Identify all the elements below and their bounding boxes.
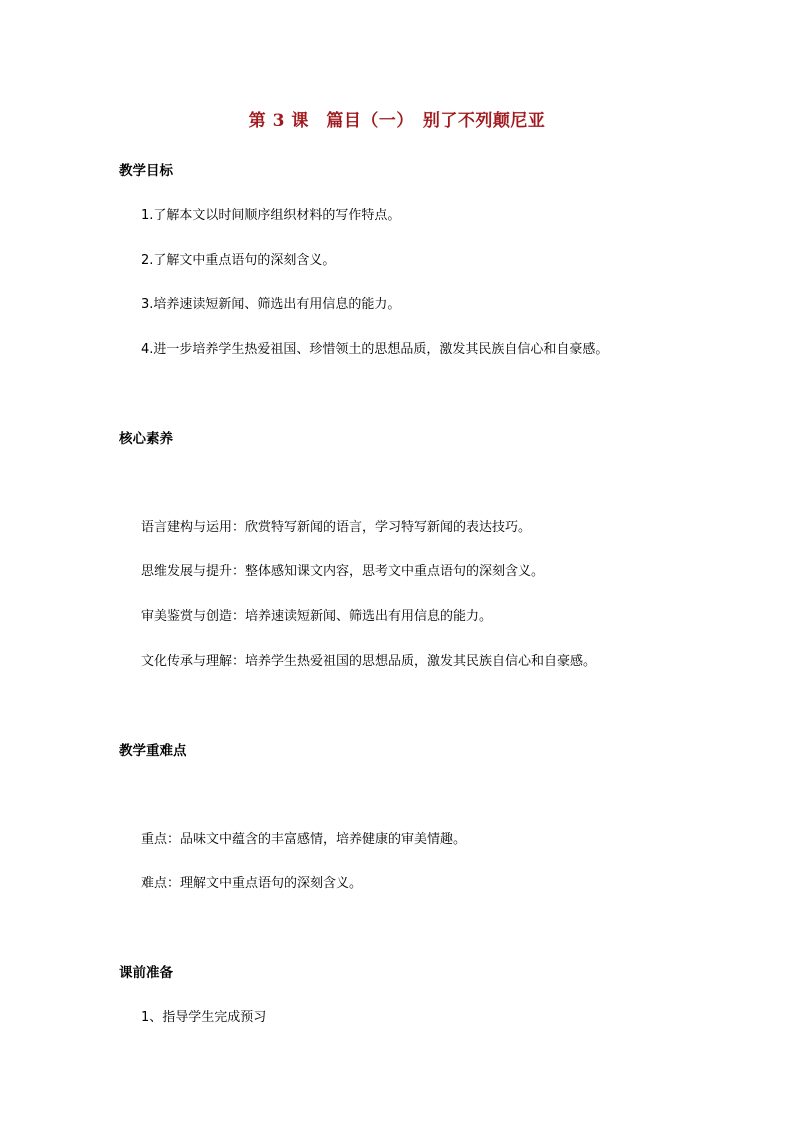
section-heading-preparation: 课前准备 xyxy=(119,965,173,981)
objective-item: 2.了解文中重点语句的深刻含义。 xyxy=(141,253,336,268)
core-literacy-item: 语言建构与运用：欣赏特写新闻的语言，学习特写新闻的表达技巧。 xyxy=(141,520,532,535)
preparation-item: 1、指导学生完成预习 xyxy=(141,1010,267,1025)
section-heading-key-points: 教学重难点 xyxy=(119,743,187,759)
objective-item: 4.进一步培养学生热爱祖国、珍惜领土的思想品质，激发其民族自信心和自豪感。 xyxy=(141,342,609,357)
section-heading-objectives: 教学目标 xyxy=(119,163,173,179)
core-literacy-item: 审美鉴赏与创造：培养速读短新闻、筛选出有用信息的能力。 xyxy=(141,609,493,624)
section-heading-core-literacy: 核心素养 xyxy=(119,431,173,447)
key-point-item: 难点：理解文中重点语句的深刻含义。 xyxy=(141,876,363,891)
core-literacy-item: 思维发展与提升：整体感知课文内容，思考文中重点语句的深刻含义。 xyxy=(141,564,545,579)
core-literacy-item: 文化传承与理解：培养学生热爱祖国的思想品质，激发其民族自信心和自豪感。 xyxy=(141,654,597,669)
objective-item: 1.了解本文以时间顺序组织材料的写作特点。 xyxy=(141,208,401,223)
objective-item: 3.培养速读短新闻、筛选出有用信息的能力。 xyxy=(141,297,401,312)
page-title: 第 3 课 篇目（一） 别了不列颠尼亚 xyxy=(248,111,546,131)
key-point-item: 重点：品味文中蕴含的丰富感情，培养健康的审美情趣。 xyxy=(141,832,467,847)
